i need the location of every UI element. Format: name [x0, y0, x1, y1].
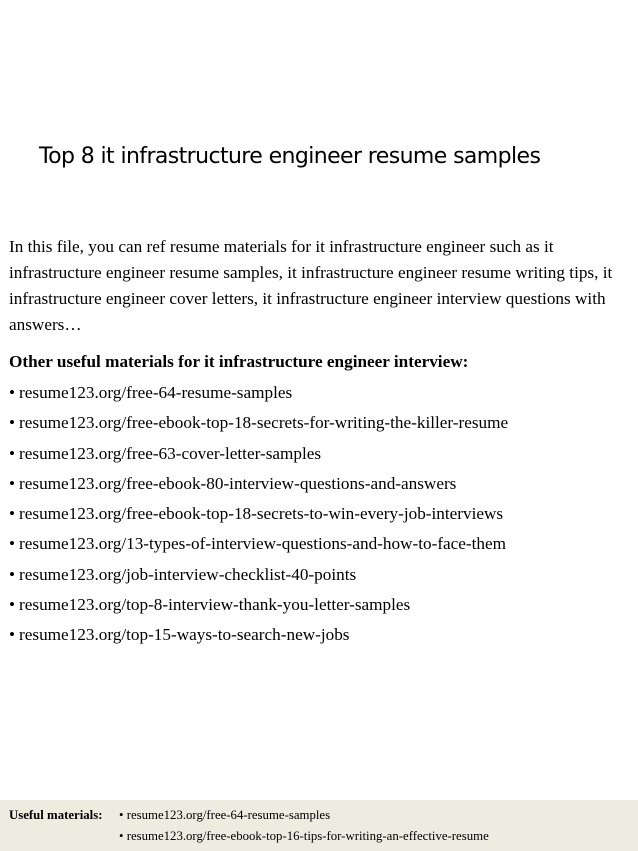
bullet-icon: •	[9, 473, 16, 493]
bullet-icon: •	[9, 625, 16, 645]
footer-label-colon: :	[98, 808, 103, 822]
footer-label-text: Useful materials	[9, 808, 99, 822]
link-text[interactable]: resume123.org/free-ebook-top-18-secrets-for-writing-the-killer-resume	[19, 413, 509, 433]
bullet-icon: •	[9, 383, 16, 402]
link-text[interactable]: resume123.org/top-8-interview-thank-you-letter-samples	[19, 595, 411, 615]
list-item[interactable]	[9, 620, 508, 650]
footer-label	[9, 805, 102, 826]
link-text[interactable]: resume123.org/free-ebook-80-interview-questions-and-answers	[19, 473, 457, 493]
footer-link-text[interactable]: resume123.org/free-64-resume-samples	[126, 808, 331, 822]
link-text[interactable]: resume123.org/13-types-of-interview-questions-and-how-to-face-them	[19, 534, 507, 554]
footer-bar	[0, 800, 638, 851]
link-text[interactable]: resume123.org/job-interview-checklist-40-points	[19, 564, 357, 584]
page-title: Top 8 it infrastructure engineer resume samples	[39, 144, 541, 169]
list-item[interactable]	[9, 499, 508, 529]
bullet-icon: •	[9, 534, 16, 554]
bullet-icon: •	[9, 504, 16, 524]
list-item[interactable]	[9, 590, 508, 620]
list-item[interactable]	[9, 469, 508, 499]
list-item[interactable]	[9, 529, 508, 559]
link-text[interactable]: resume123.org/free-ebook-top-18-secrets-to-win-every-job-interviews	[19, 504, 504, 524]
useful-links-list	[9, 378, 508, 651]
footer-link-item[interactable]	[119, 805, 489, 826]
bullet-icon: •	[9, 595, 16, 615]
bullet-icon: •	[9, 564, 16, 584]
footer-links-list	[119, 805, 489, 847]
list-item[interactable]	[9, 408, 508, 438]
other-materials-heading: Other useful materials for it infrastructure engineer interview:	[9, 352, 469, 371]
bullet-icon: •	[9, 413, 16, 433]
intro-paragraph: In this file, you can ref resume materials for it infrastructure engineer such as it infrastructure engineer resume samples, it infrastructure engineer resume writing tips, it infrastructure engineer cover letters, it infrastructure engineer interview questions with answers…	[9, 237, 613, 334]
footer-link-item[interactable]	[119, 826, 489, 847]
bullet-icon: •	[119, 808, 124, 822]
link-text[interactable]: resume123.org/free-64-resume-samples	[19, 383, 293, 402]
bullet-icon: •	[119, 829, 124, 843]
list-item[interactable]	[9, 560, 508, 590]
link-text[interactable]: resume123.org/free-63-cover-letter-samples	[19, 443, 322, 463]
list-item[interactable]	[9, 439, 508, 469]
footer-link-text[interactable]: resume123.org/free-ebook-top-16-tips-for-writing-an-effective-resume	[126, 829, 489, 843]
list-item[interactable]	[9, 378, 508, 408]
bullet-icon: •	[9, 443, 16, 463]
link-text[interactable]: resume123.org/top-15-ways-to-search-new-jobs	[19, 625, 350, 645]
